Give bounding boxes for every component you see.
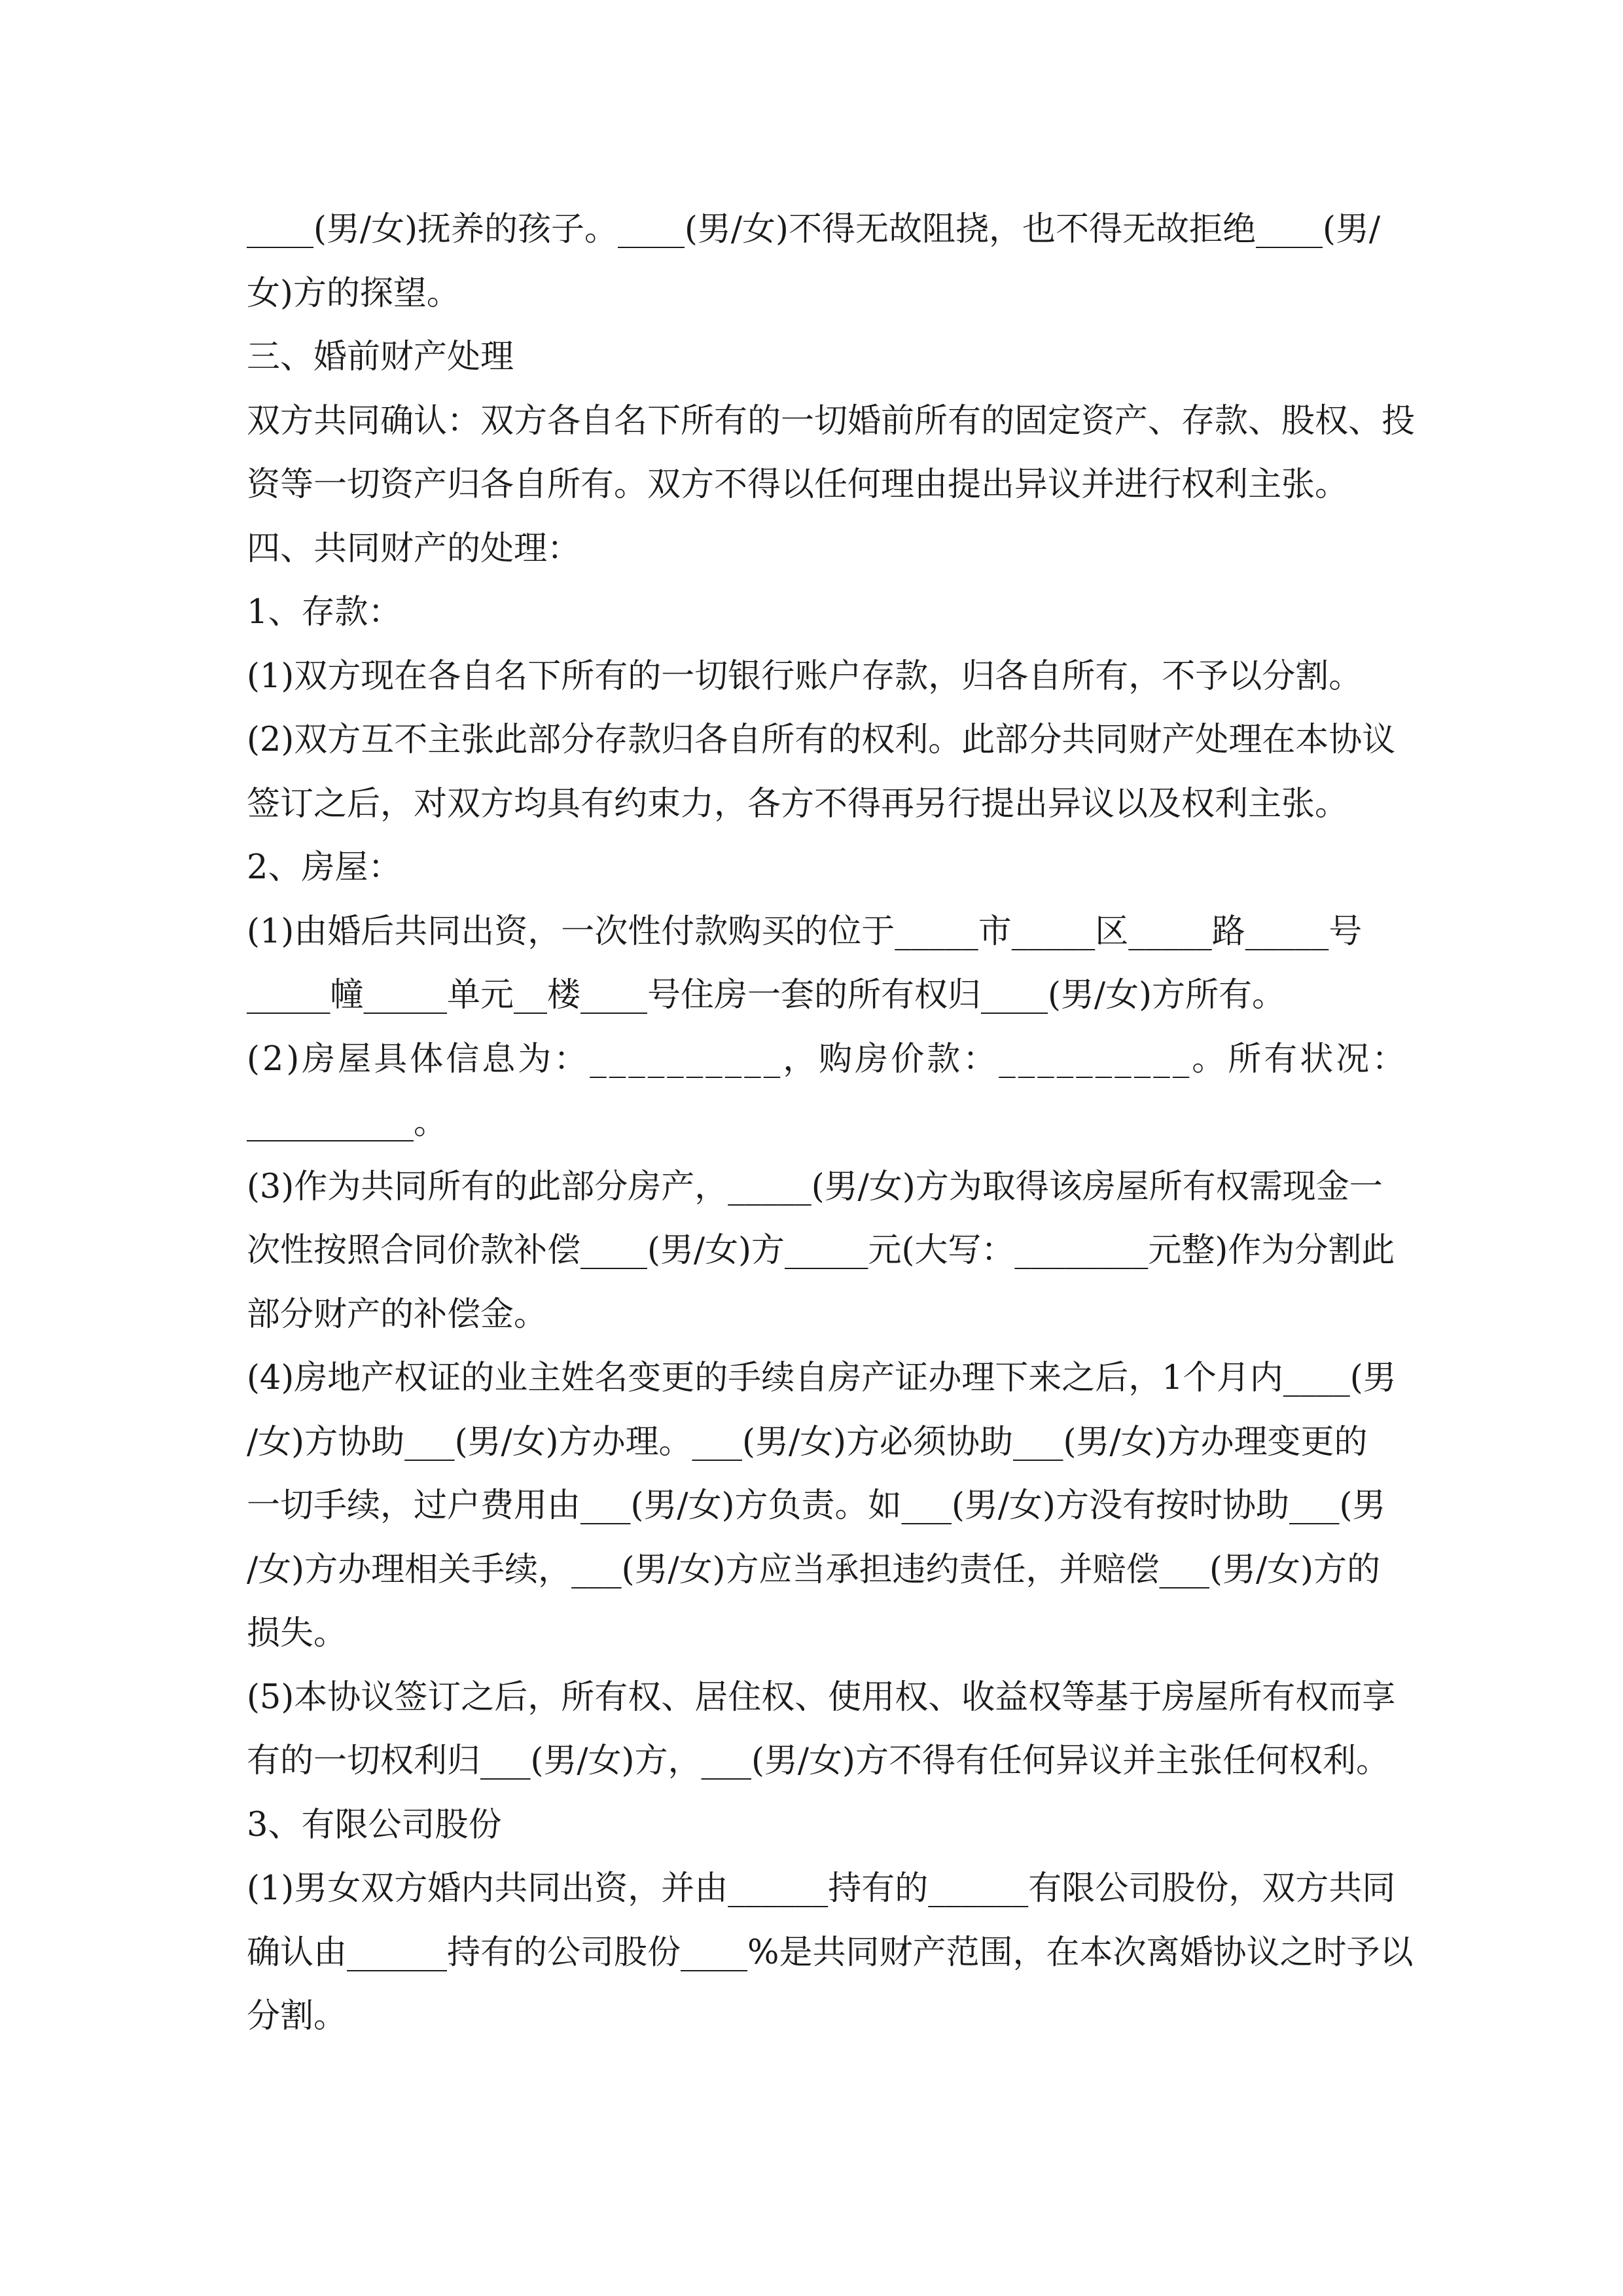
text-line: 部分财产的补偿金。 <box>247 1295 548 1334</box>
text-line: 次性按照合同价款补偿____(男/女)方_____元(大写：________元整)作为分割此 <box>247 1231 1395 1270</box>
text-line: ____(男/女)抚养的孩子。____(男/女)不得无故阻挠，也不得无故拒绝____(男/ <box>247 210 1381 249</box>
text-line: (1)男女双方婚内共同出资，并由______持有的______有限公司股份，双方共同 <box>247 1869 1396 1908</box>
text-line: 双方共同确认：双方各自名下所有的一切婚前所有的固定资产、存款、股权、投 <box>247 401 1416 440</box>
text-line: __________。 <box>247 1103 448 1142</box>
section-heading: 三、婚前财产处理 <box>247 338 514 376</box>
text-line: 签订之后，对双方均具有约束力，各方不得再另行提出异议以及权利主张。 <box>247 784 1349 823</box>
text-line: (5)本协议签订之后，所有权、居住权、使用权、收益权等基于房屋所有权而享 <box>247 1677 1396 1717</box>
text-line: (1)由婚后共同出资，一次性付款购买的位于_____市_____区_____路_____号 <box>247 912 1363 951</box>
text-line: (3)作为共同所有的此部分房产，_____(男/女)方为取得该房屋所有权需现金一 <box>247 1167 1383 1206</box>
text-line: 确认由______持有的公司股份____%是共同财产范围，在本次离婚协议之时予以 <box>247 1933 1414 1972</box>
text-line: /女)方协助___(男/女)方办理。___(男/女)方必须协助___(男/女)方办理变更的 <box>247 1422 1368 1462</box>
text-line: 资等一切资产归各自所有。双方不得以任何理由提出异议并进行权利主张。 <box>247 465 1349 504</box>
subsection-heading: 2、房屋： <box>247 848 402 887</box>
subsection-heading: 1、存款： <box>247 593 402 632</box>
text-line: 有的一切权利归___(男/女)方，___(男/女)方不得有任何异议并主张任何权利。 <box>247 1742 1389 1780</box>
text-line: 女)方的探望。 <box>247 274 460 313</box>
text-line: /女)方办理相关手续，___(男/女)方应当承担违约责任，并赔偿___(男/女)方的 <box>247 1550 1381 1589</box>
text-line: 损失。 <box>247 1614 348 1653</box>
text-line: _____幢_____单元__楼____号住房一套的所有权归____(男/女)方所有。 <box>247 976 1285 1014</box>
text-line: (4)房地产权证的业主姓名变更的手续自房产证办理下来之后，1个月内____(男 <box>247 1359 1397 1397</box>
text-line: 一切手续，过户费用由___(男/女)方负责。如___(男/女)方没有按时协助___(男 <box>247 1486 1386 1525</box>
text-line: (2)房屋具体信息为：__________，购房价款：__________。所有状况： <box>247 1039 1408 1079</box>
subsection-heading: 3、有限公司股份 <box>247 1805 502 1844</box>
text-line: 分割。 <box>247 1997 348 2036</box>
section-heading: 四、共同财产的处理： <box>247 529 581 568</box>
text-line: (1)双方现在各自名下所有的一切银行账户存款，归各自所有，不予以分割。 <box>247 656 1363 696</box>
text-line: (2)双方互不主张此部分存款归各自所有的权利。此部分共同财产处理在本协议 <box>247 721 1396 759</box>
document-body <box>247 198 1416 2049</box>
